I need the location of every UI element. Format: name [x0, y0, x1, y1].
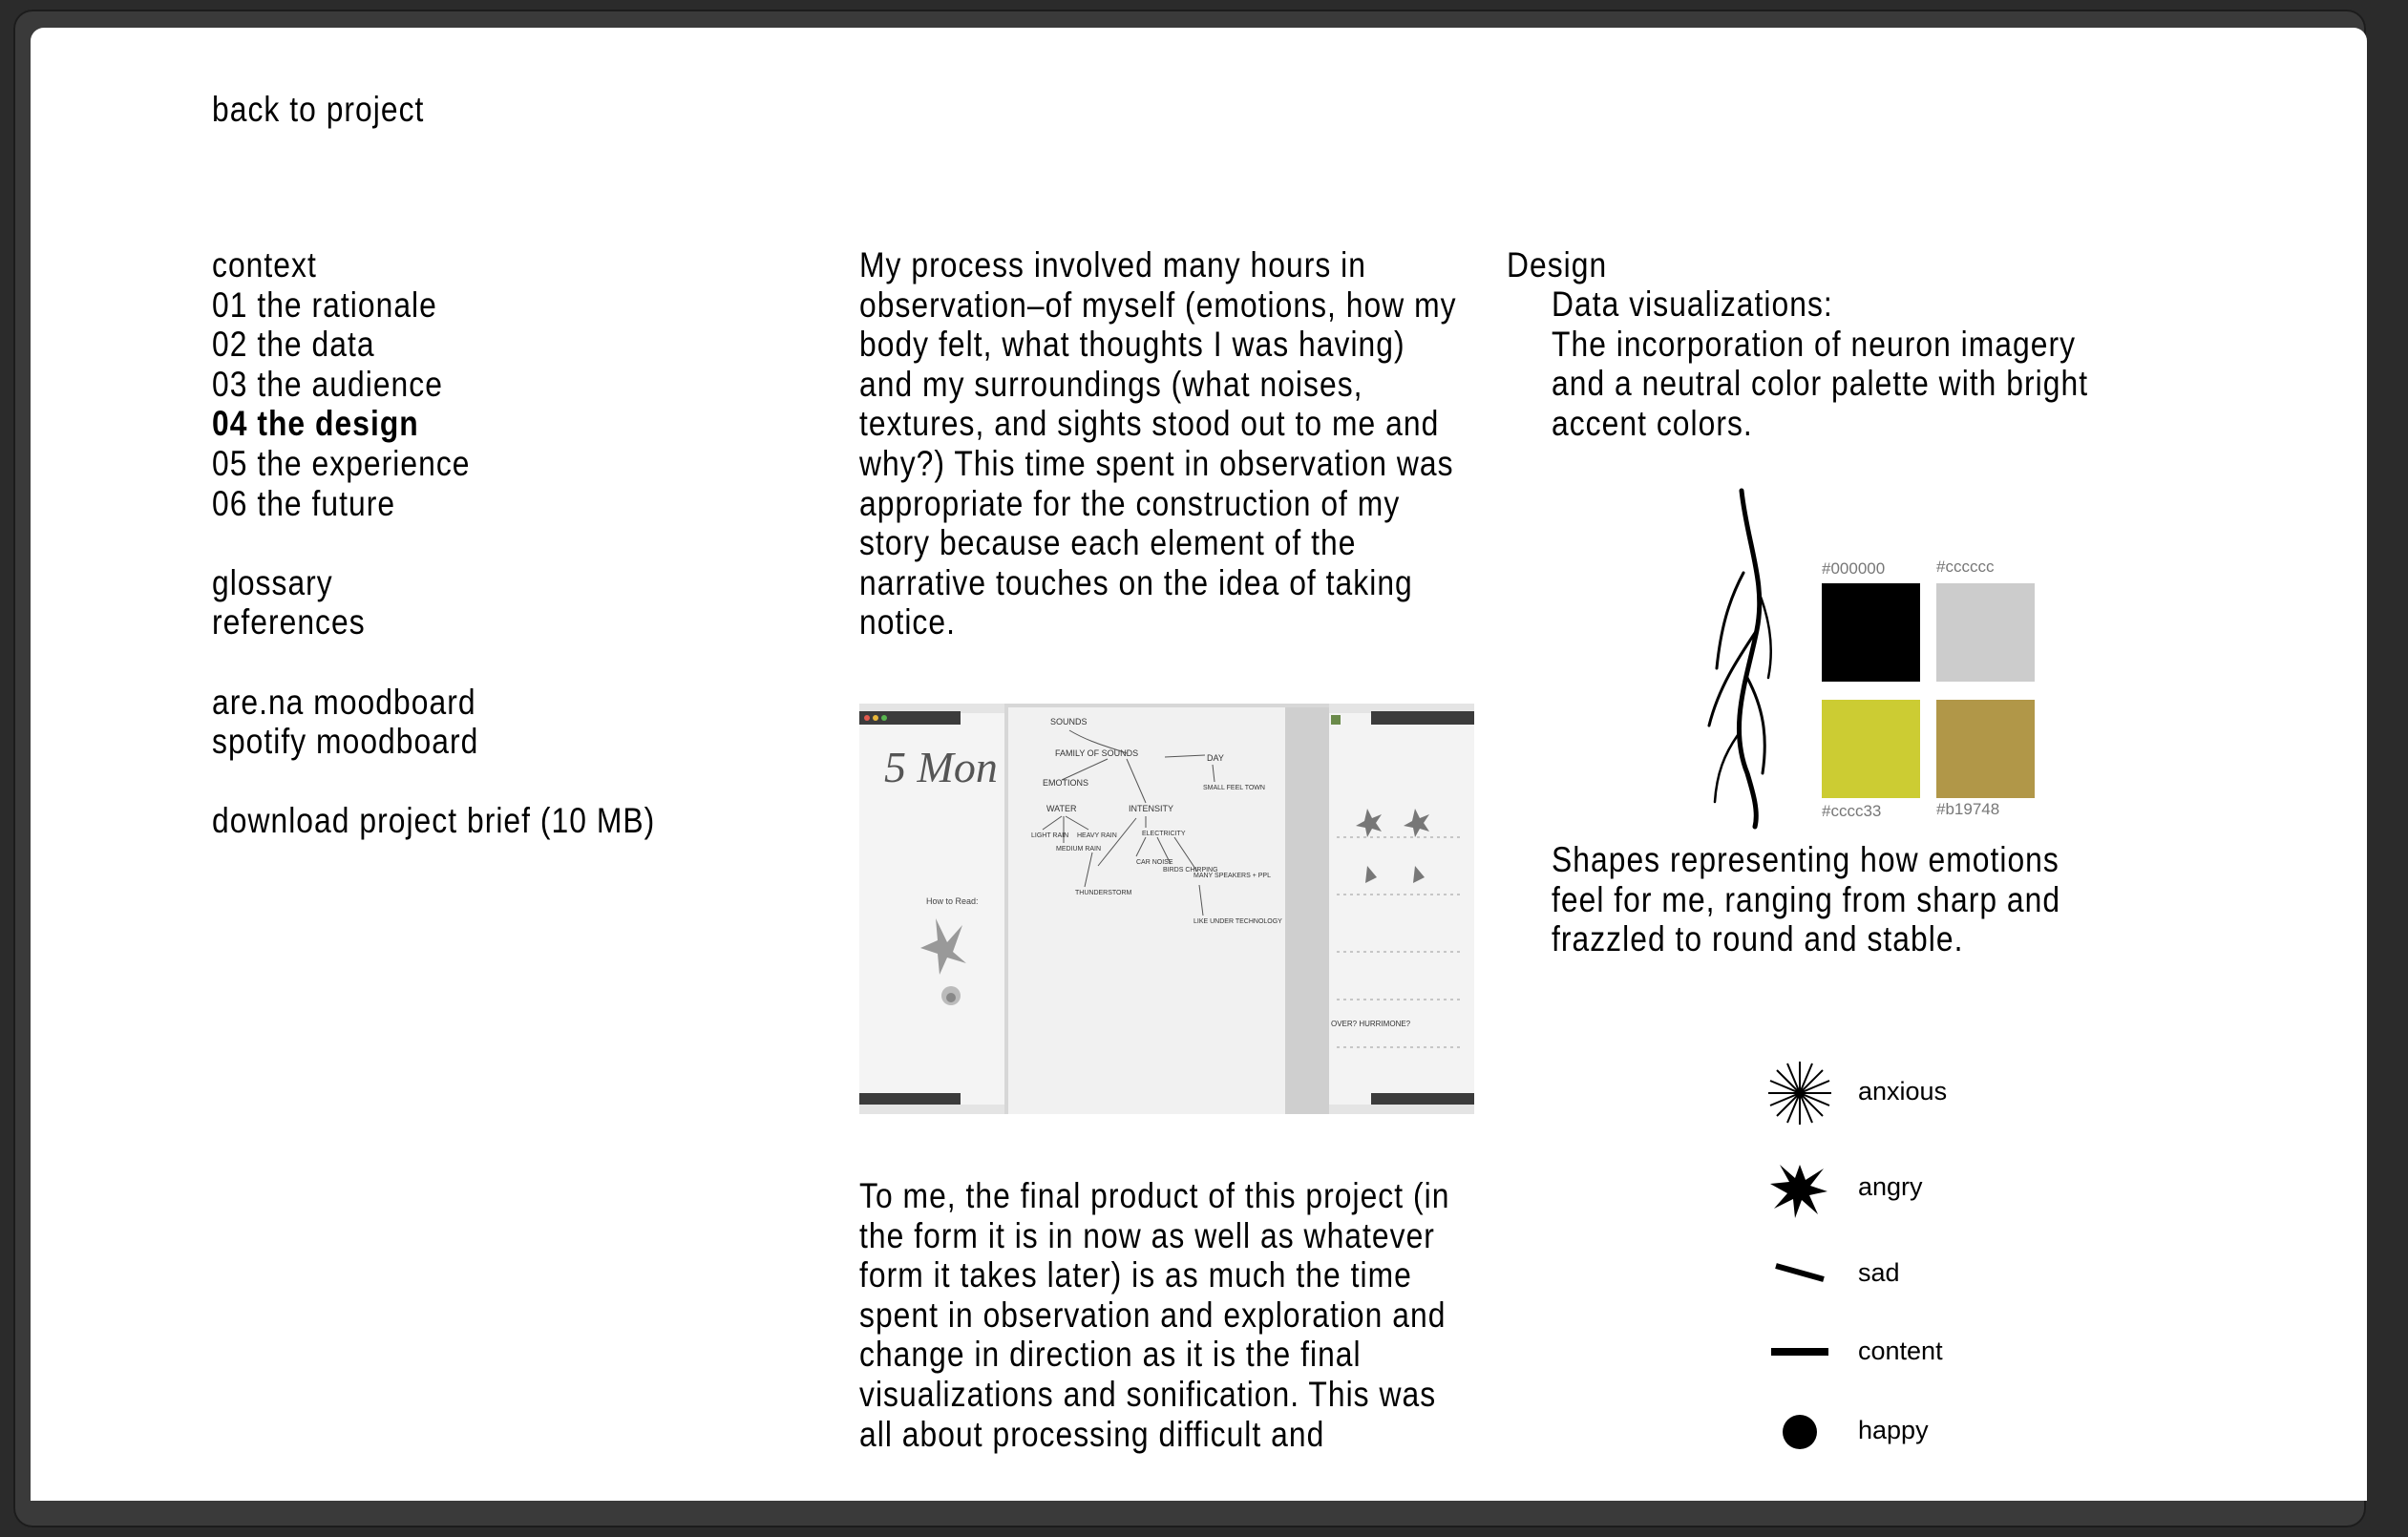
- swatch-black: [1822, 583, 1920, 682]
- data-viz-subheading: Data visualizations:: [1552, 284, 1833, 324]
- sketch-word: DAY: [1207, 753, 1224, 763]
- swatch-label: #000000: [1822, 559, 1886, 578]
- spacer: [212, 762, 655, 802]
- sketch-word: THUNDERSTORM: [1075, 890, 1132, 896]
- mock-how-to-read: How to Read:: [926, 896, 979, 906]
- sketch-word: HEAVY RAIN: [1077, 832, 1117, 839]
- sketch-word: LIKE UNDER TECHNOLOGY: [1193, 918, 1282, 925]
- nav-glossary[interactable]: glossary: [212, 562, 333, 602]
- sketch-word: BIRDS CHIRPING: [1163, 867, 1218, 874]
- emotion-legend: [1766, 1060, 2053, 1480]
- nav-item-audience[interactable]: 03 the audience: [212, 364, 443, 404]
- nav-references[interactable]: references: [212, 602, 366, 642]
- nav-item-future[interactable]: 06 the future: [212, 483, 396, 523]
- swatch-gold: [1936, 700, 2035, 798]
- sketch-word: SOUNDS: [1050, 717, 1088, 726]
- swatch-label: #cccc33: [1822, 802, 1882, 820]
- data-viz-description: The incorporation of neuron imagery and a neutral color palette with bright accent colors.: [1552, 324, 2089, 443]
- sketch-word: LIGHT RAIN: [1031, 832, 1069, 839]
- download-brief-link[interactable]: download project brief (10 MB): [212, 801, 656, 841]
- flat-line-icon: [1766, 1319, 1833, 1386]
- sketch-word: EMOTIONS: [1043, 778, 1089, 788]
- circle-icon: [1766, 1399, 1833, 1465]
- legend-item-anxious: [1766, 1060, 2053, 1126]
- sketch-word: INTENSITY: [1129, 804, 1174, 813]
- legend-item-sad: [1766, 1241, 2053, 1308]
- nav-item-design[interactable]: 04 the design: [212, 404, 419, 444]
- nav-context[interactable]: context: [212, 245, 317, 284]
- final-product-paragraph: To me, the final product of this project (in the form it is in now as well as whatever form it takes later) is as much the time spent in observation and exploration and change in direction as it is the final visualizations and sonification. This was all about processing difficult and: [859, 1176, 1450, 1454]
- process-paragraph: My process involved many hours in observation–of myself (emotions, how my body felt, what thoughts I was having) and my surroundings (what noises, textures, and sights stood out to me and why?) This time spent in observation was appropriate for the construction of my story because each element of the narrative touches on the idea of taking notice.: [859, 245, 1457, 642]
- sketch-word: SMALL FEEL TOWN: [1203, 785, 1265, 791]
- legend-label: sad: [1858, 1258, 1900, 1287]
- swatch-yellow-green: [1822, 700, 1920, 798]
- sketch-word: OVER? HURRIMONE?: [1331, 1020, 1411, 1028]
- legend-label: angry: [1858, 1172, 1923, 1201]
- legend-label: content: [1858, 1337, 1943, 1365]
- legend-label: happy: [1858, 1416, 1929, 1444]
- slanted-line-icon: [1766, 1241, 1833, 1308]
- starburst-icon: [1766, 1060, 1833, 1126]
- legend-item-angry: [1766, 1155, 2053, 1222]
- process-sketch-image: [859, 704, 1474, 1114]
- spiky-star-icon: [1766, 1155, 1833, 1222]
- legend-label: anxious: [1858, 1077, 1948, 1105]
- legend-item-happy: [1766, 1399, 2053, 1465]
- nav-item-rationale[interactable]: 01 the rationale: [212, 284, 437, 325]
- design-description: [1552, 284, 2110, 443]
- color-palette: [1682, 474, 2064, 836]
- design-heading: Design: [1507, 245, 1608, 284]
- spacer: [212, 642, 655, 683]
- sketch-word: MEDIUM RAIN: [1056, 846, 1102, 853]
- side-nav: [212, 245, 655, 841]
- sketch-word: WATER: [1046, 804, 1077, 813]
- nav-item-data[interactable]: 02 the data: [212, 325, 375, 365]
- swatch-gray: [1936, 583, 2035, 682]
- sketch-word: FAMILY OF SOUNDS: [1055, 748, 1139, 758]
- swatch-label: #cccccc: [1936, 558, 1995, 576]
- nav-arena-moodboard[interactable]: are.na moodboard: [212, 682, 476, 722]
- nav-item-experience[interactable]: 05 the experience: [212, 443, 471, 483]
- sketch-word: CAR NOISE: [1136, 859, 1173, 866]
- back-to-project-link[interactable]: back to project: [212, 90, 425, 129]
- sketch-word: ELECTRICITY: [1142, 831, 1186, 837]
- shapes-description: Shapes representing how emotions feel for me, ranging from sharp and frazzled to round and stable.: [1552, 840, 2061, 959]
- nav-spotify-moodboard[interactable]: spotify moodboard: [212, 722, 479, 762]
- spacer: [212, 523, 655, 563]
- swatch-label: #b19748: [1936, 800, 2000, 818]
- mock-title: 5 Mon: [884, 743, 998, 791]
- legend-item-content: [1766, 1319, 2053, 1386]
- sketch-word: MANY SPEAKERS + PPL: [1193, 873, 1271, 879]
